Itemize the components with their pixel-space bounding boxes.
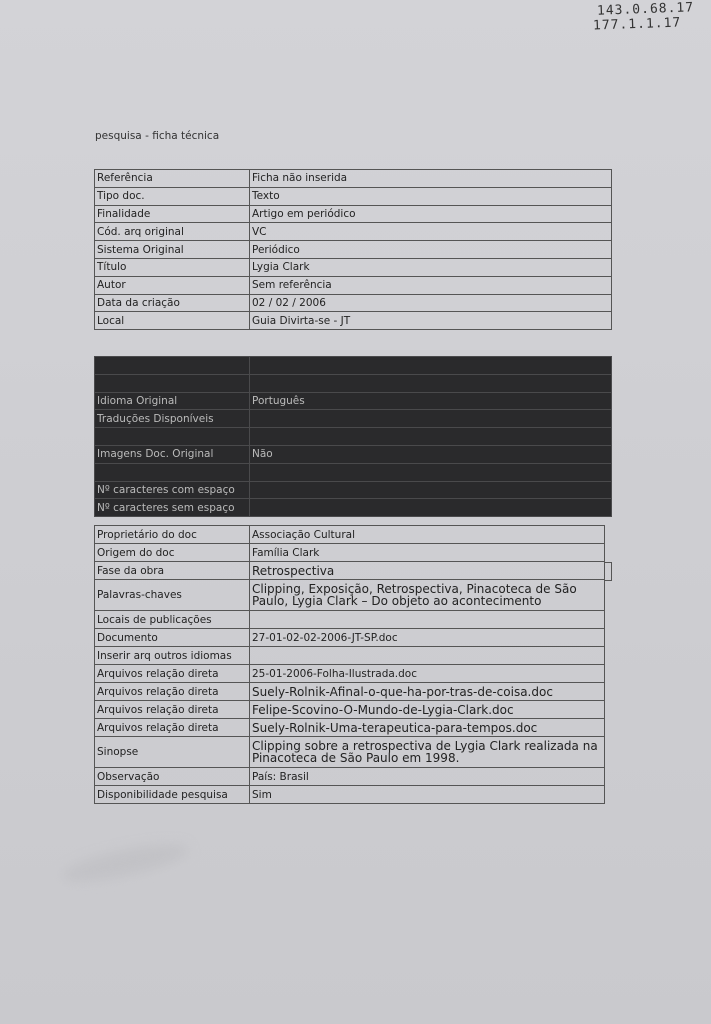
table-row <box>95 562 605 580</box>
table-row <box>95 241 612 259</box>
field-value: Associação Cultural <box>250 526 605 544</box>
table-row <box>95 611 605 629</box>
table-row <box>95 445 612 463</box>
table-row <box>95 719 605 737</box>
language-characters-table <box>94 356 612 517</box>
document-title: pesquisa - ficha técnica <box>95 130 220 142</box>
field-label: Fase da obra <box>95 562 250 580</box>
field-value <box>250 410 612 428</box>
field-value: Sim <box>250 786 605 804</box>
table-row <box>95 357 612 375</box>
field-label: Documento <box>95 629 250 647</box>
field-value <box>250 481 612 499</box>
table-row <box>95 170 612 188</box>
field-label <box>95 357 250 375</box>
field-value: VC <box>250 223 612 241</box>
field-label <box>95 374 250 392</box>
table-row <box>95 187 612 205</box>
field-value: País: Brasil <box>250 768 605 786</box>
field-value: Lygia Clark <box>250 258 612 276</box>
field-label: Local <box>95 312 250 330</box>
table-row <box>95 258 612 276</box>
field-value: Clipping, Exposição, Retrospectiva, Pinacoteca de São Paulo, Lygia Clark – Do objeto ao acontecimento <box>250 580 605 611</box>
field-value: Português <box>250 392 612 410</box>
field-value <box>250 647 605 665</box>
field-value: Artigo em periódico <box>250 205 612 223</box>
field-label: Arquivos relação direta <box>95 701 250 719</box>
table-row <box>95 312 612 330</box>
handwritten-code-2: 177.1.1.17 <box>592 15 682 34</box>
field-value: 02 / 02 / 2006 <box>250 294 612 312</box>
field-label: Finalidade <box>95 205 250 223</box>
field-value <box>250 611 605 629</box>
table-row <box>95 481 612 499</box>
field-value: 27-01-02-02-2006-JT-SP.doc <box>250 629 605 647</box>
field-label: Arquivos relação direta <box>95 683 250 701</box>
field-value: Guia Divirta-se - JT <box>250 312 612 330</box>
field-value: 25-01-2006-Folha-Ilustrada.doc <box>250 665 605 683</box>
field-label: Locais de publicações <box>95 611 250 629</box>
field-label: Data da criação <box>95 294 250 312</box>
table-row <box>95 665 605 683</box>
table-row <box>95 392 612 410</box>
table-row <box>95 647 605 665</box>
field-label: Arquivos relação direta <box>95 665 250 683</box>
field-label: Sistema Original <box>95 241 250 259</box>
table-row <box>95 683 605 701</box>
field-label: Nº caracteres sem espaço <box>95 499 250 517</box>
field-label: Tipo doc. <box>95 187 250 205</box>
scan-smudge <box>59 837 192 889</box>
field-label: Traduções Disponíveis <box>95 410 250 428</box>
cell-overflow-stub <box>605 562 612 581</box>
table-row <box>95 499 612 517</box>
field-value: Retrospectiva <box>250 562 605 580</box>
field-label: Título <box>95 258 250 276</box>
field-value: Não <box>250 445 612 463</box>
field-value: Suely-Rolnik-Afinal-o-que-ha-por-tras-de-coisa.doc <box>250 683 605 701</box>
table-row <box>95 374 612 392</box>
field-value: Felipe-Scovino-O-Mundo-de-Lygia-Clark.doc <box>250 701 605 719</box>
field-label: Sinopse <box>95 737 250 768</box>
field-value: Clipping sobre a retrospectiva de Lygia Clark realizada na Pinacoteca de São Paulo em 1998. <box>250 737 605 768</box>
field-value: Sem referência <box>250 276 612 294</box>
field-value: Texto <box>250 187 612 205</box>
technical-sheet-table <box>94 169 612 330</box>
field-label: Palavras-chaves <box>95 580 250 611</box>
field-value: Periódico <box>250 241 612 259</box>
handwritten-code-1: 143.0.68.17 <box>596 0 695 19</box>
field-value <box>250 499 612 517</box>
table-row <box>95 428 612 446</box>
document-details-table <box>94 525 605 804</box>
table-row <box>95 737 605 768</box>
table-row <box>95 463 612 481</box>
field-value: Ficha não inserida <box>250 170 612 188</box>
field-label <box>95 463 250 481</box>
field-label: Proprietário do doc <box>95 526 250 544</box>
field-label: Referência <box>95 170 250 188</box>
field-value <box>250 463 612 481</box>
table-row <box>95 786 605 804</box>
field-value <box>250 428 612 446</box>
field-label: Idioma Original <box>95 392 250 410</box>
table-row <box>95 580 605 611</box>
field-label: Disponibilidade pesquisa <box>95 786 250 804</box>
table-row <box>95 410 612 428</box>
field-label: Origem do doc <box>95 544 250 562</box>
table-row <box>95 768 605 786</box>
table-row <box>95 701 605 719</box>
field-value <box>250 374 612 392</box>
table-row <box>95 294 612 312</box>
field-value <box>250 357 612 375</box>
field-label: Observação <box>95 768 250 786</box>
table-row <box>95 526 605 544</box>
field-label: Inserir arq outros idiomas <box>95 647 250 665</box>
table-row <box>95 629 605 647</box>
field-label: Cód. arq original <box>95 223 250 241</box>
table-row <box>95 544 605 562</box>
field-label: Autor <box>95 276 250 294</box>
field-label <box>95 428 250 446</box>
table-row <box>95 205 612 223</box>
field-label: Imagens Doc. Original <box>95 445 250 463</box>
field-label: Arquivos relação direta <box>95 719 250 737</box>
table-row <box>95 223 612 241</box>
field-label: Nº caracteres com espaço <box>95 481 250 499</box>
field-value: Suely-Rolnik-Uma-terapeutica-para-tempos.doc <box>250 719 605 737</box>
field-value: Família Clark <box>250 544 605 562</box>
table-row <box>95 276 612 294</box>
